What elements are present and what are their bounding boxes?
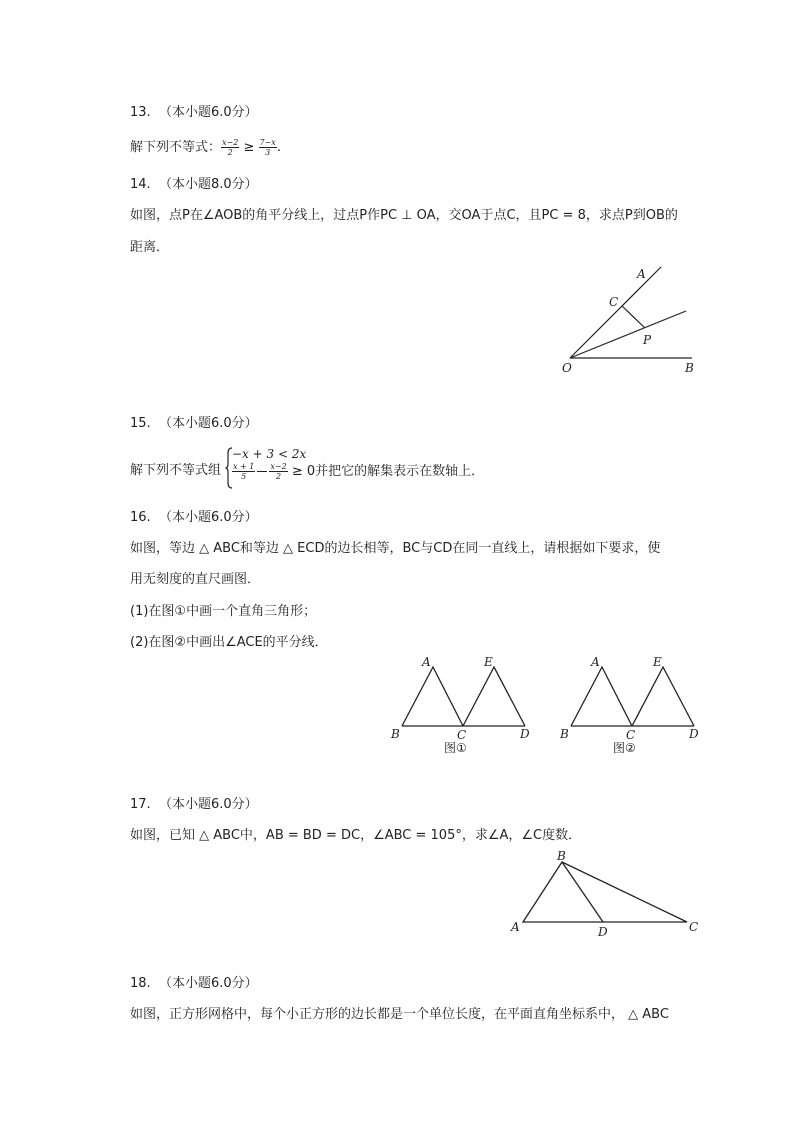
q17-label-d: D bbox=[598, 925, 608, 939]
q15-header: 15. （本小题6.0分） bbox=[130, 416, 258, 431]
q16-fig1-triangle-ecd bbox=[463, 667, 525, 726]
q13-operator: ≥ bbox=[243, 140, 255, 155]
q16-fig1-label-c: C bbox=[457, 728, 467, 742]
q18-line1: 如图，正方形网格中，每个小正方形的边长都是一个单位长度，在平面直角坐标系中， △ ABC bbox=[130, 1007, 669, 1022]
q15-fraction-2-numerator: x−2 bbox=[270, 462, 287, 471]
q14-angle-figure bbox=[556, 258, 706, 380]
q15-fraction-2-denominator: 2 bbox=[276, 472, 282, 481]
q16-fig1-label-a: A bbox=[422, 655, 431, 669]
q14-line2: 距离． bbox=[130, 240, 170, 255]
q13-end: . bbox=[276, 140, 281, 155]
q16-fig1-label-b: B bbox=[391, 727, 400, 741]
q14-ray-op bbox=[570, 311, 686, 358]
q16-fig2-label-d: D bbox=[689, 727, 699, 741]
q13-lhs-denominator: 2 bbox=[227, 148, 233, 157]
q15-inequality-1: −x + 3 < 2x bbox=[232, 447, 307, 461]
q17-segment-bd bbox=[562, 862, 603, 922]
q17-line1: 如图，已知 △ ABC中，AB = BD = DC，∠ABC = 105°，求∠A，∠C度数． bbox=[130, 828, 582, 843]
q16-fig2-caption: 图② bbox=[613, 741, 636, 755]
q14-line1: 如图，点P在∠AOB的角平分线上，过点P作PC ⊥ OA，交OA于点C，且PC = 8，求点P到OB的 bbox=[130, 208, 678, 223]
q16-line4: (2)在图②中画出∠ACE的平分线． bbox=[130, 635, 328, 650]
q17-label-b: B bbox=[557, 849, 566, 863]
q15-inequality-2 bbox=[232, 462, 484, 481]
q16-fig2-label-e: E bbox=[653, 655, 662, 669]
q13-rhs-fraction bbox=[259, 138, 277, 157]
q14-label-c: C bbox=[609, 295, 619, 309]
q15-suffix: 并把它的解集表示在数轴上． bbox=[315, 464, 485, 479]
q16-line2: 用无刻度的直尺画图． bbox=[130, 572, 261, 587]
q16-fig1-label-e: E bbox=[484, 655, 493, 669]
q16-fig2-label-c: C bbox=[626, 728, 636, 742]
q14-label-b: B bbox=[685, 361, 694, 375]
q17-triangle-abc bbox=[523, 862, 687, 922]
q14-label-o: O bbox=[562, 361, 572, 375]
q15-fraction-2 bbox=[269, 462, 287, 481]
q14-segment-pc bbox=[622, 306, 645, 328]
q16-fig2-triangle-abc bbox=[571, 667, 632, 726]
q13-rhs-numerator: 7−x bbox=[259, 138, 276, 147]
q16-fig2-label-a: A bbox=[591, 655, 600, 669]
q15-prefix: 解下列不等式组 bbox=[130, 463, 222, 478]
q15-fraction-1-denominator: 5 bbox=[241, 472, 247, 481]
q17-label-a: A bbox=[511, 920, 520, 934]
q16-figure-1 bbox=[388, 652, 536, 760]
q16-figure-2 bbox=[557, 652, 705, 760]
q15-minus-sign bbox=[257, 471, 267, 472]
q16-fig1-label-d: D bbox=[520, 727, 530, 741]
q16-fig2-label-b: B bbox=[560, 727, 569, 741]
q16-fig2-triangle-ecd bbox=[632, 667, 694, 726]
q16-fig1-caption: 图① bbox=[444, 741, 467, 755]
q15-condition: ≥ 0 bbox=[291, 464, 316, 479]
q18-header: 18. （本小题6.0分） bbox=[130, 976, 258, 991]
q13-rhs-denominator: 3 bbox=[265, 148, 271, 157]
q16-line3: (1)在图①中画一个直角三角形； bbox=[130, 604, 317, 619]
q14-header: 14. （本小题8.0分） bbox=[130, 177, 258, 192]
q13-body bbox=[130, 138, 281, 157]
q17-triangle-figure bbox=[506, 846, 706, 942]
q13-header: 13. （本小题6.0分） bbox=[130, 105, 258, 120]
q14-label-p: P bbox=[643, 333, 652, 347]
q13-lhs-fraction bbox=[221, 138, 239, 157]
q16-header: 16. （本小题6.0分） bbox=[130, 510, 258, 525]
q17-header: 17. （本小题6.0分） bbox=[130, 797, 258, 812]
q17-label-c: C bbox=[689, 920, 699, 934]
q14-label-a: A bbox=[637, 267, 646, 281]
q13-prefix: 解下列不等式： bbox=[130, 140, 222, 155]
q13-lhs-numerator: x−2 bbox=[222, 138, 239, 147]
q15-fraction-1 bbox=[232, 462, 255, 481]
q15-fraction-1-numerator: x + 1 bbox=[233, 462, 255, 471]
q16-fig1-triangle-abc bbox=[402, 667, 463, 726]
q16-line1: 如图，等边 △ ABC和等边 △ ECD的边长相等，BC与CD在同一直线上，请根据如下要求，使 bbox=[130, 541, 661, 556]
